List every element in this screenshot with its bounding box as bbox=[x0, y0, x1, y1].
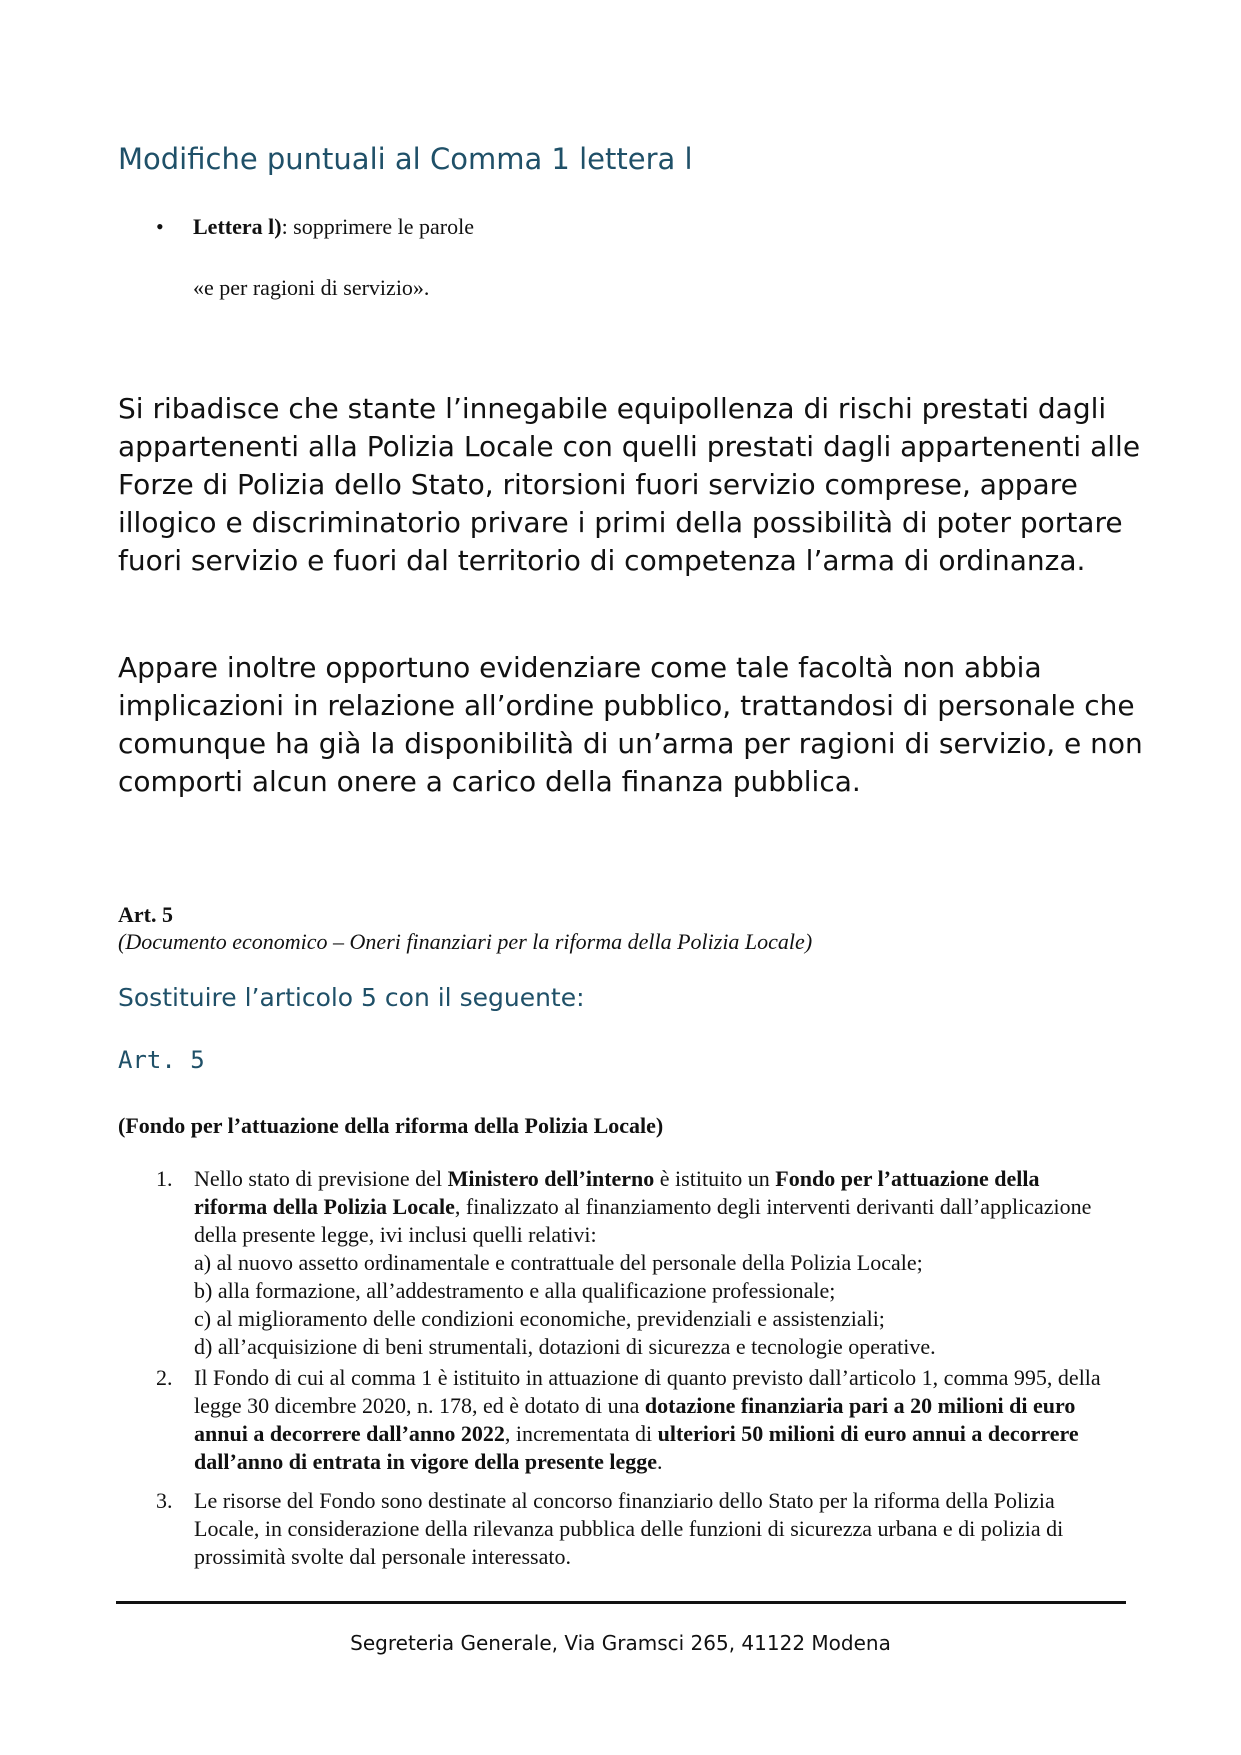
sub-item: b) alla formazione, all’addestramento e alla qualificazione professionale; bbox=[194, 1278, 836, 1303]
bullet-text: : sopprimere le parole bbox=[281, 214, 474, 239]
item-text: Le risorse del Fondo sono destinate al concorso finanziario dello Stato per la riforma della Polizia Locale, in considerazione della rilevanza pubblica delle funzioni di sicurezza urbana e di polizia di prossimità svolte dal personale interessato. bbox=[194, 1488, 1064, 1569]
list-number: 1. bbox=[156, 1166, 173, 1191]
paragraph-equipollenza: Si ribadisce che stante l’innegabile equipollenza di rischi prestati dagli appartenenti alla Polizia Locale con quelli prestati dagli appartenenti alle Forze di Polizia dello Stato, ritorsioni fuori servizio comprese, appare illogico e discriminatorio privare i primi della possibilità di poter portare fuori servizio e fuori dal territorio di competenza l’arma di ordinanza. bbox=[118, 392, 1141, 577]
item-text: Nello stato di previsione del bbox=[194, 1166, 448, 1191]
item-text: . bbox=[657, 1449, 663, 1474]
item-bold: Ministero dell’interno bbox=[447, 1166, 655, 1191]
replace-heading: Sostituire l’articolo 5 con il seguente: bbox=[118, 983, 585, 1012]
article-title: Art. 5 bbox=[118, 902, 173, 927]
item-bold: ulteriori 50 milioni di euro annui a decorrere dall’anno di entrata in vigore della presente legge bbox=[194, 1421, 1079, 1474]
bullet-label: Lettera l) bbox=[193, 214, 282, 239]
list-number: 2. bbox=[156, 1365, 173, 1390]
item-text: Il Fondo di cui al comma 1 è istituito in attuazione di quanto previsto dall’articolo 1, comma 995, della legge 30 dicembre 2020, n. 178, ed è dotato di una bbox=[194, 1365, 1101, 1418]
quoted-words: «e per ragioni di servizio». bbox=[193, 275, 430, 300]
item-text: è istituito un bbox=[654, 1166, 776, 1191]
sub-item: a) al nuovo assetto ordinamentale e contrattuale del personale della Polizia Locale; bbox=[194, 1250, 923, 1275]
footer-address: Segreteria Generale, Via Gramsci 265, 41122 Modena bbox=[350, 1631, 891, 1655]
paragraph-ordine-pubblico: Appare inoltre opportuno evidenziare come tale facoltà non abbia implicazioni in relazione all’ordine pubblico, trattandosi di personale che comunque ha già la disponibilità di un’arma per ragioni di servizio, e non comporti alcun onere a carico della finanza pubblica. bbox=[118, 651, 1143, 798]
article-subtitle: (Documento economico – Oneri finanziari per la riforma della Polizia Locale) bbox=[118, 929, 813, 954]
item-text: , finalizzato al finanziamento degli interventi derivanti dall’applicazione della presente legge, ivi inclusi quelli relativi: bbox=[194, 1194, 1092, 1247]
sub-item: d) all’acquisizione di beni strumentali, dotazioni di sicurezza e tecnologie operative. bbox=[194, 1334, 936, 1359]
list-item bbox=[156, 1364, 1116, 1476]
fund-title: (Fondo per l’attuazione della riforma della Polizia Locale) bbox=[118, 1113, 664, 1138]
bullet-item bbox=[193, 213, 474, 241]
list-item bbox=[156, 1165, 1116, 1361]
new-article-title: Art. 5 bbox=[118, 1046, 205, 1074]
footer-divider bbox=[116, 1601, 1126, 1604]
section-heading: Modifiche puntuali al Comma 1 lettera l bbox=[118, 142, 693, 176]
sub-item: c) al miglioramento delle condizioni economiche, previdenziali e assistenziali; bbox=[194, 1306, 885, 1331]
bullet-marker: • bbox=[156, 214, 164, 239]
item-bold: dotazione finanziaria pari a 20 milioni di euro annui a decorrere dall’anno 2022 bbox=[194, 1393, 1076, 1446]
item-bold: Fondo per l’attuazione della riforma della Polizia Locale bbox=[194, 1166, 1040, 1219]
list-number: 3. bbox=[156, 1488, 173, 1513]
item-text: , incrementata di bbox=[504, 1421, 658, 1446]
list-item bbox=[156, 1487, 1116, 1571]
